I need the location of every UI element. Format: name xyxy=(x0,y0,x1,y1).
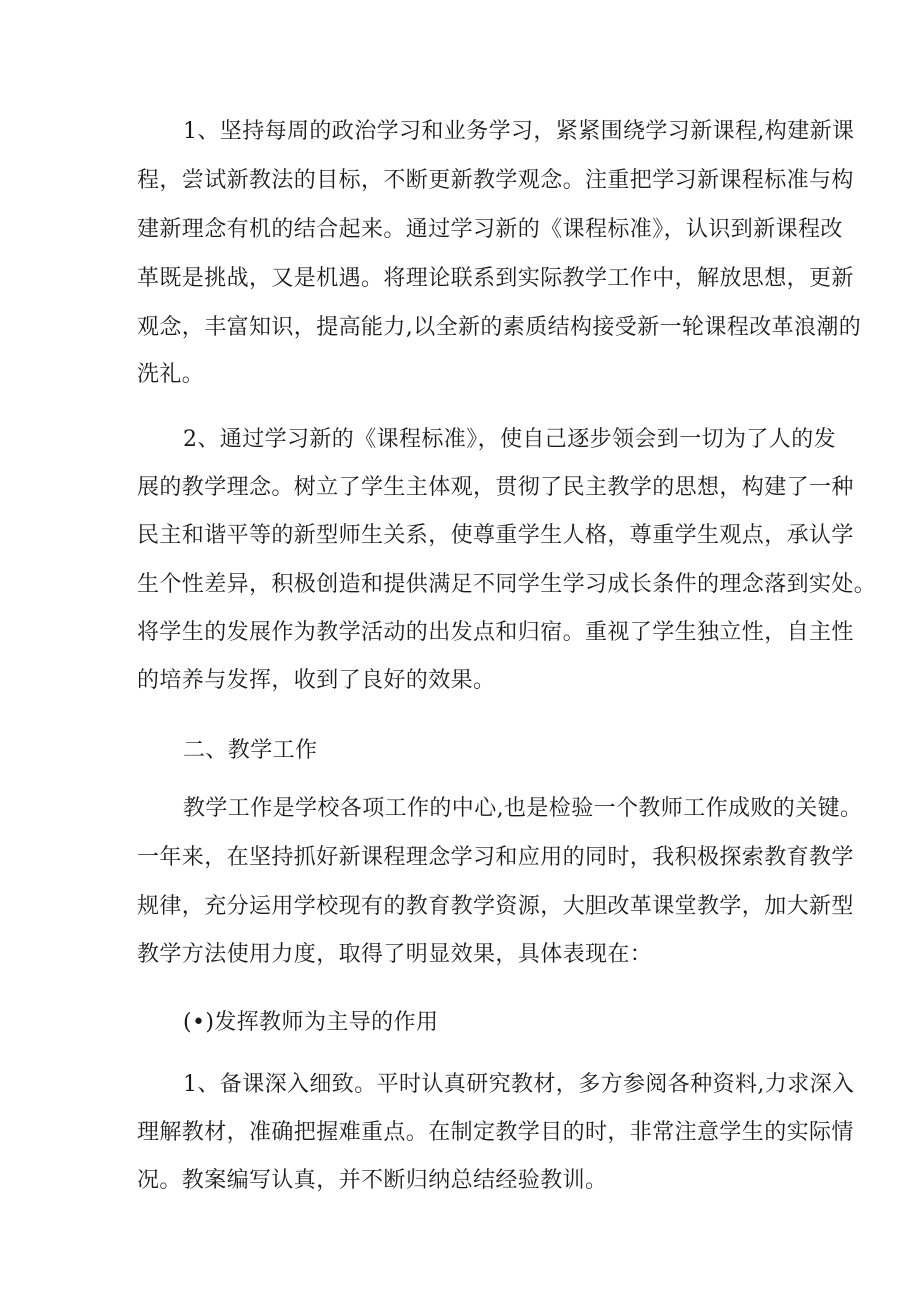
paragraph-1-line: 建新理念有机的结合起来。通过学习新的《课程标准》，认识到新课程改 xyxy=(137,217,843,242)
paragraph-2-line: 生个性差异，积极创造和提供满足不同学生学习成长条件的理念落到实处。 xyxy=(137,572,877,597)
paragraph-2-line: 的培养与发挥，收到了良好的效果。 xyxy=(137,668,496,693)
paragraph-1-line: 革既是挑战，又是机遇。将理论联系到实际教学工作中，解放思想，更新 xyxy=(137,266,854,291)
subheading: (•)发挥教师为主导的作用 xyxy=(183,1010,439,1035)
paragraph-1-line: 洗礼。 xyxy=(137,362,205,387)
paragraph-4-line: 况。教案编写认真，并不断归纳总结经验教训。 xyxy=(137,1168,608,1193)
paragraph-1-line: 1、坚持每周的政治学习和业务学习，紧紧围绕学习新课程,构建新课 xyxy=(183,119,855,144)
paragraph-3-line: 教学工作是学校各项工作的中心,也是检验一个教师工作成败的关键。 xyxy=(183,796,863,821)
paragraph-3-line: 一年来，在坚持抓好新课程理念学习和应用的同时，我积极探索教育教学 xyxy=(137,845,854,870)
section-heading: 二、教学工作 xyxy=(183,738,318,763)
paragraph-2-line: 民主和谐平等的新型师生关系，使尊重学生人格，尊重学生观点，承认学 xyxy=(137,523,854,548)
paragraph-3-line: 规律，充分运用学校现有的教育教学资源，大胆改革课堂教学，加大新型 xyxy=(137,894,854,919)
paragraph-4-line: 理解教材，准确把握难重点。在制定教学目的时，非常注意学生的实际情 xyxy=(137,1120,854,1145)
paragraph-1-line: 程，尝试新教法的目标，不断更新教学观念。注重把学习新课程标准与构 xyxy=(137,168,854,193)
paragraph-2-line: 展的教学理念。树立了学生主体观，贯彻了民主教学的思想，构建了一种 xyxy=(137,475,854,500)
paragraph-2-line: 将学生的发展作为教学活动的出发点和归宿。重视了学生独立性，自主性 xyxy=(137,620,854,645)
paragraph-4-line: 1、备课深入细致。平时认真研究教材，多方参阅各种资料,力求深入 xyxy=(183,1072,855,1097)
paragraph-2-line: 2、通过学习新的《课程标准》，使自己逐步领会到一切为了人的发 xyxy=(183,427,836,452)
paragraph-1-line: 观念，丰富知识，提高能力,以全新的素质结构接受新一轮课程改革浪潮的 xyxy=(137,315,862,340)
paragraph-3-line: 教学方法使用力度，取得了明显效果，具体表现在： xyxy=(137,942,653,967)
